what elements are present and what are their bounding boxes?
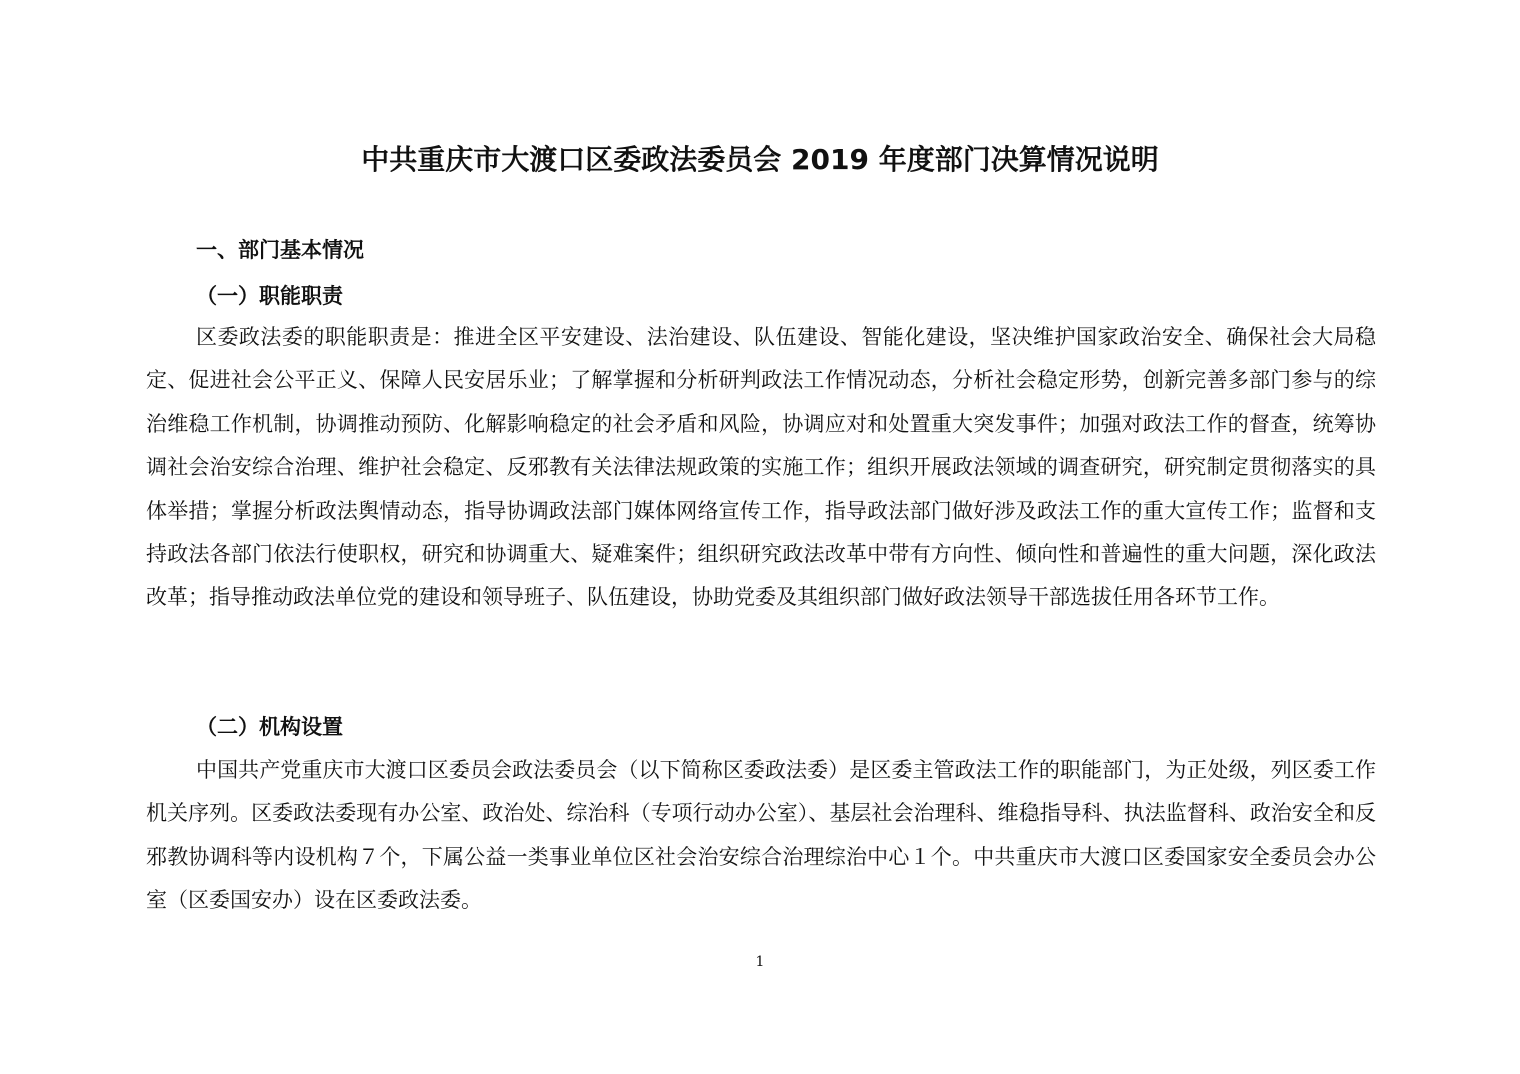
sub-heading-organization: （二）机构设置 [196, 715, 343, 739]
page-number: 1 [755, 954, 765, 970]
paragraph-functions: 区委政法委的职能职责是：推进全区平安建设、法治建设、队伍建设、智能化建设，坚决维护国家政治安全、确保社会大局稳定、促进社会公平正义、保障人民安居乐业；了解掌握和分析研判政法工作情况动态，分析社会稳定形势，创新完善多部门参与的综治维稳工作机制，协调推动预防、化解影响稳定的社会矛盾和风险，协调应对和处置重大突发事件；加强对政法工作的督查，统筹协调社会治安综合治理、维护社会稳定、反邪教有关法律法规政策的实施工作；组织开展政法领域的调查研究，研究制定贯彻落实的具体举措；掌握分析政法舆情动态，指导协调政法部门媒体网络宣传工作，指导政法部门做好涉及政法工作的重大宣传工作；监督和支持政法各部门依法行使职权，研究和协调重大、疑难案件；组织研究政法改革中带有方向性、倾向性和普遍性的重大问题，深化政法改革；指导推动政法单位党的建设和领导班子、队伍建设，协助党委及其组织部门做好政法领导干部选拔任用各环节工作。 [146, 325, 1376, 610]
paragraph-organization: 中国共产党重庆市大渡口区委员会政法委员会（以下简称区委政法委）是区委主管政法工作的职能部门，为正处级，列区委工作机关序列。区委政法委现有办公室、政治处、综治科（专项行动办公室）、基层社会治理科、维稳指导科、执法监督科、政治安全和反邪教协调科等内设机构７个，下属公益一类事业单位区社会治安综合治理综治中心１个。中共重庆市大渡口区委国家安全委员会办公室（区委国安办）设在区委政法委。 [146, 758, 1376, 913]
document-title: 中共重庆市大渡口区委政法委员会 2019 年度部门决算情况说明 [361, 143, 1159, 176]
section-heading-basic-info: 一、部门基本情况 [196, 238, 364, 262]
sub-heading-functions: （一）职能职责 [196, 284, 343, 308]
